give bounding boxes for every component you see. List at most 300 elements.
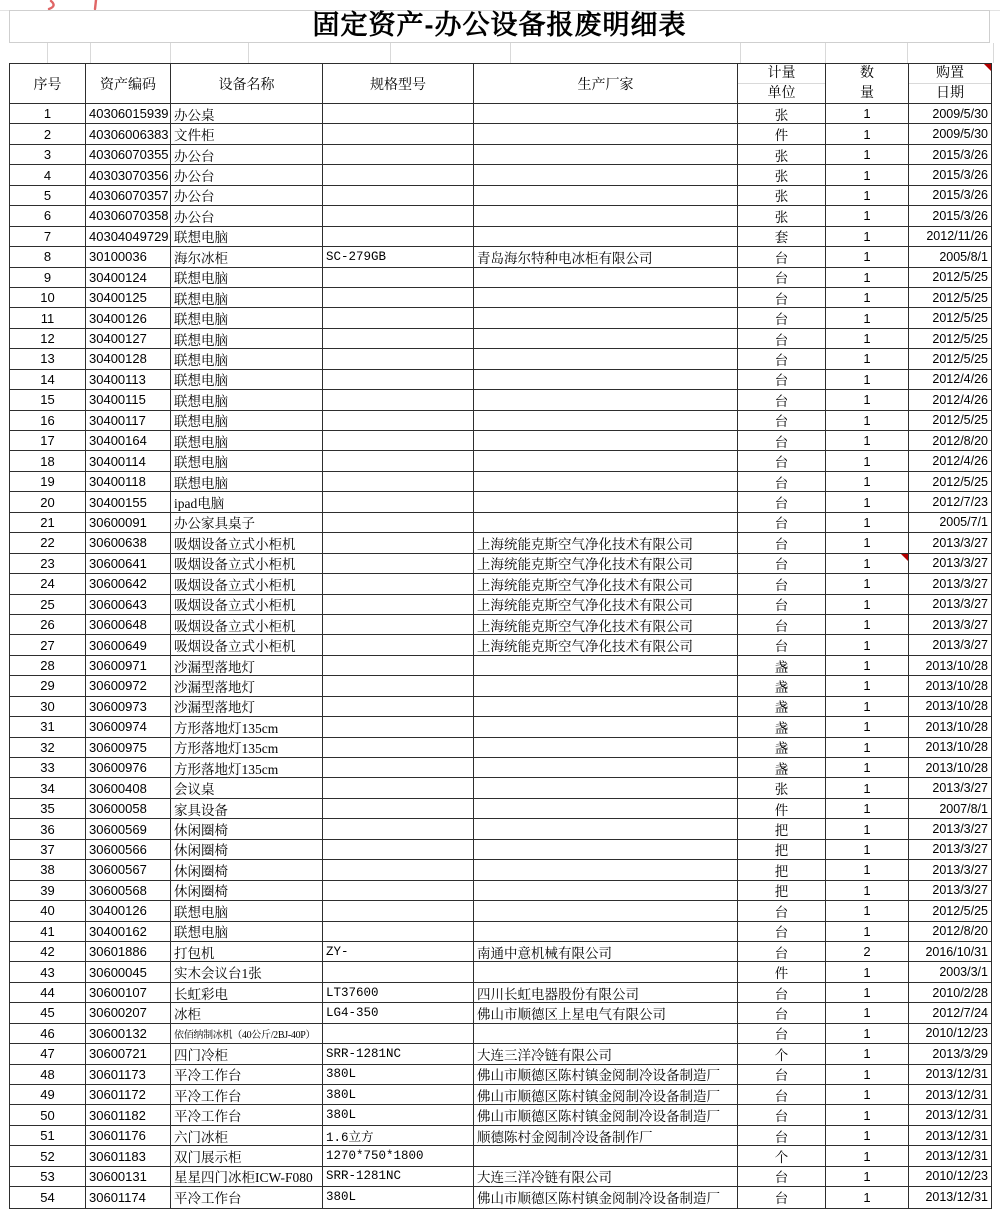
cell-asset-code[interactable] bbox=[86, 492, 171, 511]
cell-unit[interactable] bbox=[738, 513, 826, 532]
cell-manufacturer[interactable] bbox=[474, 840, 738, 859]
cell-purchase-date[interactable] bbox=[909, 574, 991, 593]
cell-quantity[interactable] bbox=[826, 676, 909, 695]
cell-no[interactable] bbox=[10, 615, 86, 634]
cell-equipment-name[interactable] bbox=[171, 962, 323, 981]
cell-spec-model[interactable] bbox=[323, 819, 474, 838]
cell-spec-model[interactable] bbox=[323, 288, 474, 307]
cell-unit[interactable] bbox=[738, 778, 826, 797]
cell-no[interactable] bbox=[10, 492, 86, 511]
cell-manufacturer[interactable] bbox=[474, 145, 738, 164]
cell-manufacturer[interactable] bbox=[474, 1105, 738, 1124]
cell-purchase-date[interactable] bbox=[909, 1187, 991, 1207]
cell-quantity[interactable] bbox=[826, 1126, 909, 1145]
cell-no[interactable] bbox=[10, 1167, 86, 1186]
cell-unit[interactable] bbox=[738, 165, 826, 184]
cell-quantity[interactable] bbox=[826, 472, 909, 491]
cell-manufacturer[interactable] bbox=[474, 922, 738, 941]
cell-manufacturer[interactable] bbox=[474, 942, 738, 961]
cell-quantity[interactable] bbox=[826, 247, 909, 266]
cell-no[interactable] bbox=[10, 1024, 86, 1043]
cell-asset-code[interactable] bbox=[86, 635, 171, 654]
cell-quantity[interactable] bbox=[826, 370, 909, 389]
cell-no[interactable] bbox=[10, 595, 86, 614]
cell-purchase-date[interactable] bbox=[909, 533, 991, 552]
cell-equipment-name[interactable] bbox=[171, 554, 323, 573]
cell-purchase-date[interactable] bbox=[909, 1044, 991, 1063]
cell-asset-code[interactable] bbox=[86, 390, 171, 409]
cell-no[interactable] bbox=[10, 390, 86, 409]
cell-asset-code[interactable] bbox=[86, 758, 171, 777]
cell-manufacturer[interactable] bbox=[474, 206, 738, 225]
cell-unit[interactable] bbox=[738, 390, 826, 409]
cell-spec-model[interactable] bbox=[323, 1167, 474, 1186]
cell-manufacturer[interactable] bbox=[474, 308, 738, 327]
cell-equipment-name[interactable] bbox=[171, 288, 323, 307]
cell-manufacturer[interactable] bbox=[474, 1024, 738, 1043]
cell-no[interactable] bbox=[10, 819, 86, 838]
cell-no[interactable] bbox=[10, 247, 86, 266]
cell-equipment-name[interactable] bbox=[171, 1024, 323, 1043]
cell-manufacturer[interactable] bbox=[474, 717, 738, 736]
cell-unit[interactable] bbox=[738, 411, 826, 430]
cell-no[interactable] bbox=[10, 983, 86, 1002]
cell-quantity[interactable] bbox=[826, 451, 909, 470]
cell-unit[interactable] bbox=[738, 922, 826, 941]
cell-spec-model[interactable] bbox=[323, 451, 474, 470]
cell-manufacturer[interactable] bbox=[474, 227, 738, 246]
cell-purchase-date[interactable] bbox=[909, 615, 991, 634]
cell-equipment-name[interactable] bbox=[171, 247, 323, 266]
sheet-title-cell[interactable] bbox=[9, 10, 990, 43]
cell-purchase-date[interactable] bbox=[909, 1085, 991, 1104]
cell-quantity[interactable] bbox=[826, 574, 909, 593]
cell-quantity[interactable] bbox=[826, 513, 909, 532]
cell-quantity[interactable] bbox=[826, 881, 909, 900]
cell-no[interactable] bbox=[10, 451, 86, 470]
cell-unit[interactable] bbox=[738, 451, 826, 470]
cell-asset-code[interactable] bbox=[86, 513, 171, 532]
cell-no[interactable] bbox=[10, 1044, 86, 1063]
cell-asset-code[interactable] bbox=[86, 799, 171, 818]
cell-purchase-date[interactable] bbox=[909, 1065, 991, 1084]
cell-spec-model[interactable] bbox=[323, 370, 474, 389]
cell-equipment-name[interactable] bbox=[171, 227, 323, 246]
cell-equipment-name[interactable] bbox=[171, 656, 323, 675]
cell-purchase-date[interactable] bbox=[909, 145, 991, 164]
cell-manufacturer[interactable] bbox=[474, 288, 738, 307]
cell-manufacturer[interactable] bbox=[474, 370, 738, 389]
cell-no[interactable] bbox=[10, 1105, 86, 1124]
cell-purchase-date[interactable] bbox=[909, 227, 991, 246]
cell-unit[interactable] bbox=[738, 595, 826, 614]
cell-equipment-name[interactable] bbox=[171, 881, 323, 900]
cell-no[interactable] bbox=[10, 472, 86, 491]
cell-unit[interactable] bbox=[738, 145, 826, 164]
cell-quantity[interactable] bbox=[826, 1065, 909, 1084]
cell-spec-model[interactable] bbox=[323, 513, 474, 532]
cell-no[interactable] bbox=[10, 635, 86, 654]
cell-spec-model[interactable] bbox=[323, 717, 474, 736]
cell-spec-model[interactable] bbox=[323, 472, 474, 491]
cell-asset-code[interactable] bbox=[86, 860, 171, 879]
cell-no[interactable] bbox=[10, 656, 86, 675]
cell-no[interactable] bbox=[10, 799, 86, 818]
cell-equipment-name[interactable] bbox=[171, 615, 323, 634]
cell-equipment-name[interactable] bbox=[171, 676, 323, 695]
cell-asset-code[interactable] bbox=[86, 124, 171, 143]
cell-manufacturer[interactable] bbox=[474, 819, 738, 838]
cell-purchase-date[interactable] bbox=[909, 513, 991, 532]
cell-purchase-date[interactable] bbox=[909, 390, 991, 409]
cell-no[interactable] bbox=[10, 533, 86, 552]
cell-unit[interactable] bbox=[738, 697, 826, 716]
cell-unit[interactable] bbox=[738, 717, 826, 736]
cell-asset-code[interactable] bbox=[86, 554, 171, 573]
cell-quantity[interactable] bbox=[826, 533, 909, 552]
cell-equipment-name[interactable] bbox=[171, 145, 323, 164]
cell-equipment-name[interactable] bbox=[171, 983, 323, 1002]
cell-manufacturer[interactable] bbox=[474, 1167, 738, 1186]
cell-purchase-date[interactable] bbox=[909, 165, 991, 184]
cell-asset-code[interactable] bbox=[86, 1024, 171, 1043]
cell-no[interactable] bbox=[10, 1187, 86, 1207]
cell-equipment-name[interactable] bbox=[171, 595, 323, 614]
cell-purchase-date[interactable] bbox=[909, 819, 991, 838]
cell-unit[interactable] bbox=[738, 492, 826, 511]
cell-manufacturer[interactable] bbox=[474, 513, 738, 532]
cell-equipment-name[interactable] bbox=[171, 390, 323, 409]
cell-equipment-name[interactable] bbox=[171, 165, 323, 184]
cell-spec-model[interactable] bbox=[323, 431, 474, 450]
cell-spec-model[interactable] bbox=[323, 1024, 474, 1043]
cell-no[interactable] bbox=[10, 165, 86, 184]
cell-equipment-name[interactable] bbox=[171, 1003, 323, 1022]
cell-equipment-name[interactable] bbox=[171, 492, 323, 511]
cell-purchase-date[interactable] bbox=[909, 595, 991, 614]
cell-no[interactable] bbox=[10, 554, 86, 573]
cell-asset-code[interactable] bbox=[86, 778, 171, 797]
cell-manufacturer[interactable] bbox=[474, 1187, 738, 1207]
cell-asset-code[interactable] bbox=[86, 1167, 171, 1186]
cell-no[interactable] bbox=[10, 1085, 86, 1104]
cell-manufacturer[interactable] bbox=[474, 962, 738, 981]
cell-manufacturer[interactable] bbox=[474, 247, 738, 266]
cell-spec-model[interactable] bbox=[323, 554, 474, 573]
cell-no[interactable] bbox=[10, 411, 86, 430]
cell-purchase-date[interactable] bbox=[909, 492, 991, 511]
cell-no[interactable] bbox=[10, 840, 86, 859]
cell-equipment-name[interactable] bbox=[171, 860, 323, 879]
cell-quantity[interactable] bbox=[826, 329, 909, 348]
cell-unit[interactable] bbox=[738, 1003, 826, 1022]
cell-asset-code[interactable] bbox=[86, 370, 171, 389]
cell-quantity[interactable] bbox=[826, 595, 909, 614]
cell-spec-model[interactable] bbox=[323, 1065, 474, 1084]
cell-no[interactable] bbox=[10, 574, 86, 593]
cell-quantity[interactable] bbox=[826, 1003, 909, 1022]
cell-asset-code[interactable] bbox=[86, 595, 171, 614]
cell-asset-code[interactable] bbox=[86, 288, 171, 307]
cell-unit[interactable] bbox=[738, 1126, 826, 1145]
cell-equipment-name[interactable] bbox=[171, 1105, 323, 1124]
cell-asset-code[interactable] bbox=[86, 206, 171, 225]
cell-purchase-date[interactable] bbox=[909, 676, 991, 695]
cell-spec-model[interactable] bbox=[323, 390, 474, 409]
cell-manufacturer[interactable] bbox=[474, 554, 738, 573]
cell-purchase-date[interactable] bbox=[909, 656, 991, 675]
cell-manufacturer[interactable] bbox=[474, 349, 738, 368]
cell-no[interactable] bbox=[10, 922, 86, 941]
cell-asset-code[interactable] bbox=[86, 411, 171, 430]
cell-equipment-name[interactable] bbox=[171, 840, 323, 859]
cell-quantity[interactable] bbox=[826, 860, 909, 879]
cell-equipment-name[interactable] bbox=[171, 104, 323, 123]
header-cell-date[interactable] bbox=[909, 64, 991, 103]
cell-quantity[interactable] bbox=[826, 656, 909, 675]
cell-purchase-date[interactable] bbox=[909, 1146, 991, 1165]
cell-purchase-date[interactable] bbox=[909, 881, 991, 900]
cell-equipment-name[interactable] bbox=[171, 472, 323, 491]
cell-equipment-name[interactable] bbox=[171, 574, 323, 593]
cell-equipment-name[interactable] bbox=[171, 186, 323, 205]
cell-no[interactable] bbox=[10, 778, 86, 797]
cell-asset-code[interactable] bbox=[86, 1146, 171, 1165]
cell-manufacturer[interactable] bbox=[474, 165, 738, 184]
cell-quantity[interactable] bbox=[826, 901, 909, 920]
cell-unit[interactable] bbox=[738, 738, 826, 757]
cell-manufacturer[interactable] bbox=[474, 697, 738, 716]
cell-quantity[interactable] bbox=[826, 206, 909, 225]
cell-manufacturer[interactable] bbox=[474, 881, 738, 900]
cell-manufacturer[interactable] bbox=[474, 104, 738, 123]
cell-manufacturer[interactable] bbox=[474, 1003, 738, 1022]
cell-equipment-name[interactable] bbox=[171, 1187, 323, 1207]
cell-unit[interactable] bbox=[738, 758, 826, 777]
cell-asset-code[interactable] bbox=[86, 104, 171, 123]
cell-purchase-date[interactable] bbox=[909, 778, 991, 797]
cell-unit[interactable] bbox=[738, 533, 826, 552]
cell-equipment-name[interactable] bbox=[171, 1065, 323, 1084]
cell-purchase-date[interactable] bbox=[909, 288, 991, 307]
cell-spec-model[interactable] bbox=[323, 329, 474, 348]
cell-purchase-date[interactable] bbox=[909, 635, 991, 654]
cell-unit[interactable] bbox=[738, 1085, 826, 1104]
cell-purchase-date[interactable] bbox=[909, 942, 991, 961]
cell-no[interactable] bbox=[10, 1146, 86, 1165]
cell-unit[interactable] bbox=[738, 1044, 826, 1063]
cell-asset-code[interactable] bbox=[86, 165, 171, 184]
cell-equipment-name[interactable] bbox=[171, 635, 323, 654]
cell-quantity[interactable] bbox=[826, 697, 909, 716]
cell-spec-model[interactable] bbox=[323, 1146, 474, 1165]
cell-manufacturer[interactable] bbox=[474, 574, 738, 593]
cell-asset-code[interactable] bbox=[86, 268, 171, 287]
cell-no[interactable] bbox=[10, 962, 86, 981]
cell-manufacturer[interactable] bbox=[474, 124, 738, 143]
cell-purchase-date[interactable] bbox=[909, 758, 991, 777]
cell-spec-model[interactable] bbox=[323, 799, 474, 818]
cell-unit[interactable] bbox=[738, 1167, 826, 1186]
cell-purchase-date[interactable] bbox=[909, 1167, 991, 1186]
cell-spec-model[interactable] bbox=[323, 268, 474, 287]
cell-asset-code[interactable] bbox=[86, 656, 171, 675]
cell-quantity[interactable] bbox=[826, 778, 909, 797]
cell-no[interactable] bbox=[10, 288, 86, 307]
cell-manufacturer[interactable] bbox=[474, 656, 738, 675]
cell-manufacturer[interactable] bbox=[474, 186, 738, 205]
cell-unit[interactable] bbox=[738, 656, 826, 675]
cell-equipment-name[interactable] bbox=[171, 1167, 323, 1186]
cell-purchase-date[interactable] bbox=[909, 962, 991, 981]
cell-manufacturer[interactable] bbox=[474, 901, 738, 920]
cell-no[interactable] bbox=[10, 1065, 86, 1084]
cell-spec-model[interactable] bbox=[323, 1126, 474, 1145]
cell-equipment-name[interactable] bbox=[171, 738, 323, 757]
cell-equipment-name[interactable] bbox=[171, 329, 323, 348]
header-cell-code[interactable] bbox=[86, 64, 171, 103]
cell-asset-code[interactable] bbox=[86, 983, 171, 1002]
cell-no[interactable] bbox=[10, 1003, 86, 1022]
cell-spec-model[interactable] bbox=[323, 1105, 474, 1124]
cell-purchase-date[interactable] bbox=[909, 983, 991, 1002]
cell-no[interactable] bbox=[10, 901, 86, 920]
cell-unit[interactable] bbox=[738, 1187, 826, 1207]
cell-spec-model[interactable] bbox=[323, 922, 474, 941]
cell-unit[interactable] bbox=[738, 227, 826, 246]
cell-no[interactable] bbox=[10, 697, 86, 716]
cell-unit[interactable] bbox=[738, 124, 826, 143]
cell-quantity[interactable] bbox=[826, 554, 909, 573]
cell-purchase-date[interactable] bbox=[909, 860, 991, 879]
cell-quantity[interactable] bbox=[826, 1105, 909, 1124]
cell-purchase-date[interactable] bbox=[909, 349, 991, 368]
cell-no[interactable] bbox=[10, 104, 86, 123]
cell-equipment-name[interactable] bbox=[171, 349, 323, 368]
cell-quantity[interactable] bbox=[826, 799, 909, 818]
cell-purchase-date[interactable] bbox=[909, 268, 991, 287]
cell-purchase-date[interactable] bbox=[909, 717, 991, 736]
cell-unit[interactable] bbox=[738, 635, 826, 654]
cell-asset-code[interactable] bbox=[86, 676, 171, 695]
cell-asset-code[interactable] bbox=[86, 697, 171, 716]
cell-quantity[interactable] bbox=[826, 738, 909, 757]
cell-asset-code[interactable] bbox=[86, 472, 171, 491]
cell-manufacturer[interactable] bbox=[474, 451, 738, 470]
cell-manufacturer[interactable] bbox=[474, 492, 738, 511]
cell-spec-model[interactable] bbox=[323, 574, 474, 593]
cell-no[interactable] bbox=[10, 431, 86, 450]
cell-equipment-name[interactable] bbox=[171, 533, 323, 552]
cell-quantity[interactable] bbox=[826, 840, 909, 859]
cell-manufacturer[interactable] bbox=[474, 860, 738, 879]
cell-quantity[interactable] bbox=[826, 145, 909, 164]
cell-purchase-date[interactable] bbox=[909, 554, 991, 573]
cell-unit[interactable] bbox=[738, 288, 826, 307]
cell-asset-code[interactable] bbox=[86, 431, 171, 450]
cell-equipment-name[interactable] bbox=[171, 431, 323, 450]
cell-equipment-name[interactable] bbox=[171, 819, 323, 838]
cell-asset-code[interactable] bbox=[86, 1044, 171, 1063]
cell-manufacturer[interactable] bbox=[474, 390, 738, 409]
cell-spec-model[interactable] bbox=[323, 942, 474, 961]
cell-unit[interactable] bbox=[738, 676, 826, 695]
cell-unit[interactable] bbox=[738, 472, 826, 491]
cell-spec-model[interactable] bbox=[323, 697, 474, 716]
cell-manufacturer[interactable] bbox=[474, 411, 738, 430]
cell-manufacturer[interactable] bbox=[474, 533, 738, 552]
cell-manufacturer[interactable] bbox=[474, 799, 738, 818]
cell-purchase-date[interactable] bbox=[909, 1024, 991, 1043]
cell-spec-model[interactable] bbox=[323, 1187, 474, 1207]
cell-spec-model[interactable] bbox=[323, 1044, 474, 1063]
cell-asset-code[interactable] bbox=[86, 1187, 171, 1207]
cell-manufacturer[interactable] bbox=[474, 595, 738, 614]
cell-unit[interactable] bbox=[738, 1146, 826, 1165]
cell-spec-model[interactable] bbox=[323, 738, 474, 757]
cell-quantity[interactable] bbox=[826, 308, 909, 327]
header-cell-qty[interactable] bbox=[826, 64, 909, 103]
cell-quantity[interactable] bbox=[826, 962, 909, 981]
cell-equipment-name[interactable] bbox=[171, 513, 323, 532]
empty-sheet-row[interactable] bbox=[0, 43, 1000, 63]
cell-unit[interactable] bbox=[738, 1065, 826, 1084]
cell-spec-model[interactable] bbox=[323, 778, 474, 797]
cell-spec-model[interactable] bbox=[323, 145, 474, 164]
cell-equipment-name[interactable] bbox=[171, 370, 323, 389]
cell-no[interactable] bbox=[10, 206, 86, 225]
cell-spec-model[interactable] bbox=[323, 901, 474, 920]
cell-purchase-date[interactable] bbox=[909, 472, 991, 491]
cell-unit[interactable] bbox=[738, 615, 826, 634]
cell-manufacturer[interactable] bbox=[474, 472, 738, 491]
cell-quantity[interactable] bbox=[826, 1024, 909, 1043]
cell-unit[interactable] bbox=[738, 962, 826, 981]
cell-manufacturer[interactable] bbox=[474, 778, 738, 797]
cell-purchase-date[interactable] bbox=[909, 247, 991, 266]
cell-equipment-name[interactable] bbox=[171, 268, 323, 287]
cell-unit[interactable] bbox=[738, 268, 826, 287]
cell-spec-model[interactable] bbox=[323, 1003, 474, 1022]
cell-spec-model[interactable] bbox=[323, 615, 474, 634]
cell-asset-code[interactable] bbox=[86, 942, 171, 961]
cell-unit[interactable] bbox=[738, 370, 826, 389]
cell-quantity[interactable] bbox=[826, 411, 909, 430]
cell-manufacturer[interactable] bbox=[474, 758, 738, 777]
cell-unit[interactable] bbox=[738, 1105, 826, 1124]
cell-manufacturer[interactable] bbox=[474, 615, 738, 634]
cell-asset-code[interactable] bbox=[86, 533, 171, 552]
cell-no[interactable] bbox=[10, 370, 86, 389]
cell-manufacturer[interactable] bbox=[474, 431, 738, 450]
cell-spec-model[interactable] bbox=[323, 635, 474, 654]
cell-asset-code[interactable] bbox=[86, 308, 171, 327]
cell-asset-code[interactable] bbox=[86, 840, 171, 859]
cell-asset-code[interactable] bbox=[86, 1085, 171, 1104]
cell-spec-model[interactable] bbox=[323, 227, 474, 246]
cell-spec-model[interactable] bbox=[323, 533, 474, 552]
cell-asset-code[interactable] bbox=[86, 1105, 171, 1124]
cell-quantity[interactable] bbox=[826, 431, 909, 450]
cell-quantity[interactable] bbox=[826, 1085, 909, 1104]
cell-spec-model[interactable] bbox=[323, 165, 474, 184]
cell-spec-model[interactable] bbox=[323, 124, 474, 143]
cell-no[interactable] bbox=[10, 1126, 86, 1145]
cell-equipment-name[interactable] bbox=[171, 1126, 323, 1145]
cell-no[interactable] bbox=[10, 329, 86, 348]
cell-unit[interactable] bbox=[738, 247, 826, 266]
cell-equipment-name[interactable] bbox=[171, 717, 323, 736]
